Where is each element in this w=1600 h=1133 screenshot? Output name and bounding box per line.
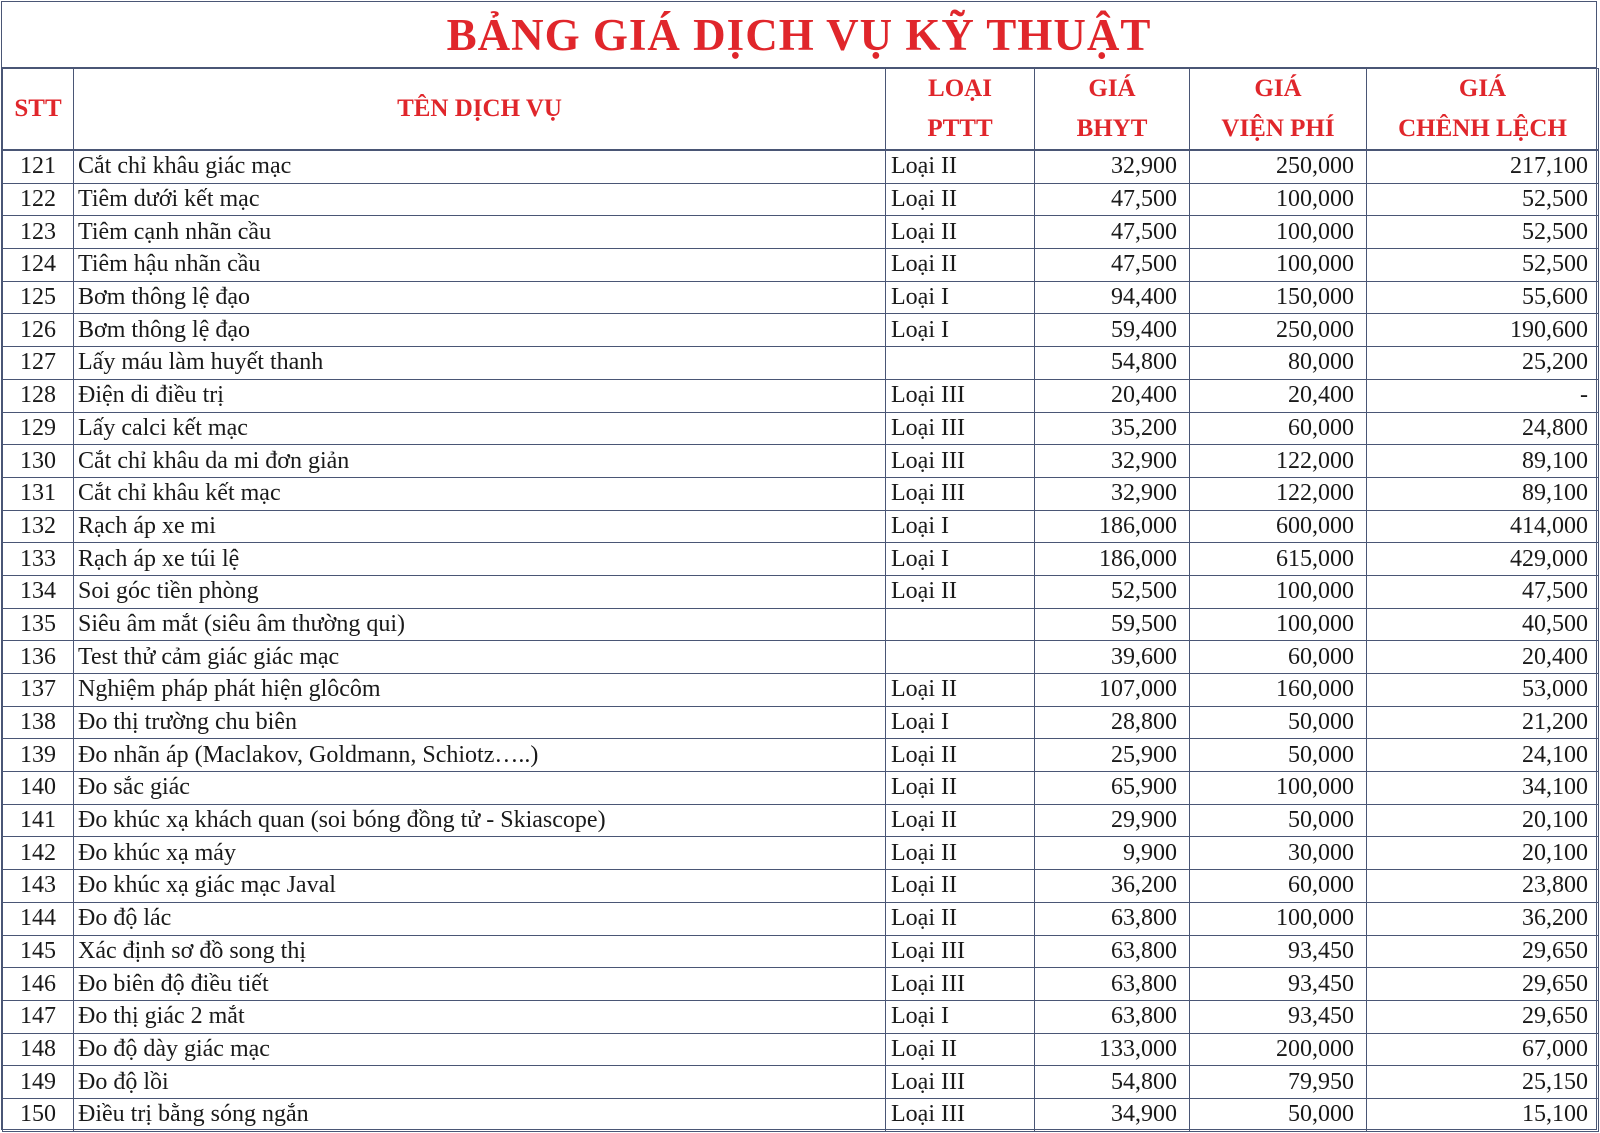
table-row <box>3 412 1599 445</box>
cell-gia-vien-phi: 100,000 <box>1190 902 1367 935</box>
cell-stt: 136 <box>3 641 74 674</box>
cell-gia-vien-phi: 100,000 <box>1190 608 1367 641</box>
cell-gia-bhyt: 29,900 <box>1035 804 1190 837</box>
cell-stt: 150 <box>3 1098 74 1131</box>
cell-loai-pttt: Loại II <box>886 772 1035 805</box>
cell-loai-pttt: Loại II <box>886 870 1035 903</box>
cell-stt: 148 <box>3 1033 74 1066</box>
cell-gia-vien-phi: 79,950 <box>1190 1066 1367 1099</box>
header-bhyt <box>1035 69 1190 151</box>
cell-gia-vien-phi: 30,000 <box>1190 837 1367 870</box>
cell-gia-bhyt: 54,800 <box>1035 347 1190 380</box>
header-loai-line2: PTTT <box>927 115 993 142</box>
cell-gia-bhyt: 47,500 <box>1035 249 1190 282</box>
cell-gia-vien-phi: 80,000 <box>1190 347 1367 380</box>
cell-service-name: Điện di điều trị <box>74 379 886 412</box>
cell-gia-bhyt: 47,500 <box>1035 183 1190 216</box>
cell-loai-pttt: Loại III <box>886 1066 1035 1099</box>
cell-stt: 147 <box>3 1000 74 1033</box>
table-row <box>3 477 1599 510</box>
cell-stt: 121 <box>3 150 74 183</box>
cell-stt: 127 <box>3 347 74 380</box>
cell-service-name: Điều trị bằng sóng ngắn <box>74 1098 886 1131</box>
cell-loai-pttt: Loại II <box>886 804 1035 837</box>
cell-gia-chenh-lech: 414,000 <box>1367 510 1599 543</box>
page-title: BẢNG GIÁ DỊCH VỤ KỸ THUẬT <box>2 2 1596 68</box>
cell-service-name: Cắt chỉ khâu da mi đơn giản <box>74 445 886 478</box>
cell-service-name: Siêu âm mắt (siêu âm thường qui) <box>74 608 886 641</box>
cell-gia-vien-phi: 615,000 <box>1190 543 1367 576</box>
cell-gia-vien-phi: 250,000 <box>1190 150 1367 183</box>
cell-gia-chenh-lech: 20,100 <box>1367 837 1599 870</box>
table-row <box>3 1033 1599 1066</box>
cell-stt: 134 <box>3 575 74 608</box>
cell-gia-chenh-lech: 52,500 <box>1367 183 1599 216</box>
cell-gia-chenh-lech: 20,100 <box>1367 804 1599 837</box>
cell-stt: 142 <box>3 837 74 870</box>
table-row <box>3 1000 1599 1033</box>
cell-gia-vien-phi: 93,450 <box>1190 1000 1367 1033</box>
table-row <box>3 216 1599 249</box>
table-row <box>3 347 1599 380</box>
cell-service-name: Đo khúc xạ máy <box>74 837 886 870</box>
cell-loai-pttt: Loại II <box>886 837 1035 870</box>
cell-gia-chenh-lech: 190,600 <box>1367 314 1599 347</box>
cell-service-name: Đo khúc xạ giác mạc Javal <box>74 870 886 903</box>
cell-gia-chenh-lech: 25,200 <box>1367 347 1599 380</box>
cell-gia-bhyt: 52,500 <box>1035 575 1190 608</box>
cell-gia-vien-phi: 122,000 <box>1190 445 1367 478</box>
cell-gia-chenh-lech: 67,000 <box>1367 1033 1599 1066</box>
cell-loai-pttt: Loại III <box>886 935 1035 968</box>
cell-gia-vien-phi: 50,000 <box>1190 739 1367 772</box>
cell-gia-vien-phi: 122,000 <box>1190 477 1367 510</box>
cell-service-name: Tiêm dưới kết mạc <box>74 183 886 216</box>
cell-gia-vien-phi: 50,000 <box>1190 804 1367 837</box>
cell-stt: 125 <box>3 281 74 314</box>
cell-stt: 139 <box>3 739 74 772</box>
cell-stt: 137 <box>3 674 74 707</box>
cell-loai-pttt: Loại I <box>886 281 1035 314</box>
cell-loai-pttt: Loại III <box>886 445 1035 478</box>
header-vienphi <box>1190 69 1367 151</box>
cell-gia-bhyt: 32,900 <box>1035 150 1190 183</box>
cell-gia-chenh-lech: 29,650 <box>1367 1000 1599 1033</box>
cell-service-name: Lấy máu làm huyết thanh <box>74 347 886 380</box>
cell-stt: 129 <box>3 412 74 445</box>
cell-gia-bhyt: 35,200 <box>1035 412 1190 445</box>
cell-gia-bhyt: 32,900 <box>1035 445 1190 478</box>
table-row <box>3 968 1599 1001</box>
cell-gia-bhyt: 59,400 <box>1035 314 1190 347</box>
table-row <box>3 543 1599 576</box>
table-row <box>3 150 1599 183</box>
cell-gia-vien-phi: 50,000 <box>1190 1098 1367 1131</box>
cell-gia-bhyt: 133,000 <box>1035 1033 1190 1066</box>
header-bhyt-line1: GIÁ <box>1088 75 1136 102</box>
price-sheet <box>1 1 1597 1130</box>
cell-gia-chenh-lech: 34,100 <box>1367 772 1599 805</box>
table-row <box>3 608 1599 641</box>
cell-stt: 122 <box>3 183 74 216</box>
cell-loai-pttt: Loại II <box>886 216 1035 249</box>
table-row <box>3 739 1599 772</box>
cell-stt: 126 <box>3 314 74 347</box>
header-name: TÊN DỊCH VỤ <box>74 69 886 151</box>
table-row <box>3 379 1599 412</box>
cell-gia-chenh-lech: 29,650 <box>1367 968 1599 1001</box>
table-row <box>3 804 1599 837</box>
cell-gia-chenh-lech: 40,500 <box>1367 608 1599 641</box>
cell-stt: 145 <box>3 935 74 968</box>
cell-gia-vien-phi: 60,000 <box>1190 412 1367 445</box>
cell-gia-vien-phi: 60,000 <box>1190 870 1367 903</box>
cell-gia-chenh-lech: - <box>1367 379 1599 412</box>
table-row <box>3 837 1599 870</box>
table-row <box>3 641 1599 674</box>
cell-loai-pttt: Loại I <box>886 314 1035 347</box>
cell-gia-bhyt: 63,800 <box>1035 935 1190 968</box>
cell-gia-chenh-lech: 20,400 <box>1367 641 1599 674</box>
table-row <box>3 935 1599 968</box>
cell-service-name: Cắt chỉ khâu giác mạc <box>74 150 886 183</box>
cell-service-name: Xác định sơ đồ song thị <box>74 935 886 968</box>
cell-service-name: Rạch áp xe túi lệ <box>74 543 886 576</box>
cell-gia-bhyt: 28,800 <box>1035 706 1190 739</box>
cell-loai-pttt <box>886 347 1035 380</box>
cell-gia-vien-phi: 600,000 <box>1190 510 1367 543</box>
cell-service-name: Nghiệm pháp phát hiện glôcôm <box>74 674 886 707</box>
table-row <box>3 314 1599 347</box>
header-stt: STT <box>3 69 74 151</box>
cell-gia-chenh-lech: 53,000 <box>1367 674 1599 707</box>
cell-gia-bhyt: 63,800 <box>1035 902 1190 935</box>
header-row <box>3 69 1599 151</box>
cell-gia-bhyt: 65,900 <box>1035 772 1190 805</box>
header-vienphi-line1: GIÁ <box>1254 75 1302 102</box>
cell-loai-pttt: Loại II <box>886 902 1035 935</box>
cell-service-name: Đo thị trường chu biên <box>74 706 886 739</box>
cell-stt: 141 <box>3 804 74 837</box>
cell-gia-chenh-lech: 89,100 <box>1367 445 1599 478</box>
cell-stt: 144 <box>3 902 74 935</box>
cell-gia-bhyt: 94,400 <box>1035 281 1190 314</box>
cell-loai-pttt: Loại II <box>886 739 1035 772</box>
cell-stt: 138 <box>3 706 74 739</box>
cell-gia-chenh-lech: 217,100 <box>1367 150 1599 183</box>
cell-loai-pttt: Loại II <box>886 1033 1035 1066</box>
header-bhyt-line2: BHYT <box>1076 115 1148 142</box>
cell-gia-vien-phi: 150,000 <box>1190 281 1367 314</box>
cell-gia-chenh-lech: 429,000 <box>1367 543 1599 576</box>
table-row <box>3 772 1599 805</box>
cell-service-name: Đo độ lác <box>74 902 886 935</box>
cell-loai-pttt: Loại III <box>886 379 1035 412</box>
cell-loai-pttt: Loại I <box>886 706 1035 739</box>
table-row <box>3 902 1599 935</box>
table-row <box>3 510 1599 543</box>
cell-gia-chenh-lech: 89,100 <box>1367 477 1599 510</box>
cell-gia-bhyt: 9,900 <box>1035 837 1190 870</box>
cell-service-name: Test thử cảm giác giác mạc <box>74 641 886 674</box>
cell-loai-pttt: Loại III <box>886 1098 1035 1131</box>
cell-gia-vien-phi: 100,000 <box>1190 183 1367 216</box>
table-row <box>3 1098 1599 1131</box>
header-chenhlech-line2: CHÊNH LỆCH <box>1398 115 1567 142</box>
cell-stt: 133 <box>3 543 74 576</box>
cell-loai-pttt: Loại I <box>886 543 1035 576</box>
cell-gia-bhyt: 59,500 <box>1035 608 1190 641</box>
cell-gia-vien-phi: 100,000 <box>1190 772 1367 805</box>
cell-gia-bhyt: 63,800 <box>1035 968 1190 1001</box>
cell-gia-bhyt: 47,500 <box>1035 216 1190 249</box>
cell-service-name: Cắt chỉ khâu kết mạc <box>74 477 886 510</box>
cell-gia-chenh-lech: 21,200 <box>1367 706 1599 739</box>
cell-loai-pttt: Loại II <box>886 575 1035 608</box>
table-row <box>3 1066 1599 1099</box>
cell-stt: 123 <box>3 216 74 249</box>
cell-gia-chenh-lech: 52,500 <box>1367 249 1599 282</box>
table-row <box>3 870 1599 903</box>
cell-service-name: Tiêm cạnh nhãn cầu <box>74 216 886 249</box>
cell-stt: 128 <box>3 379 74 412</box>
cell-service-name: Soi góc tiền phòng <box>74 575 886 608</box>
cell-gia-bhyt: 39,600 <box>1035 641 1190 674</box>
cell-stt: 130 <box>3 445 74 478</box>
cell-gia-chenh-lech: 23,800 <box>1367 870 1599 903</box>
price-table <box>2 68 1599 1132</box>
cell-gia-vien-phi: 200,000 <box>1190 1033 1367 1066</box>
cell-service-name: Đo thị giác 2 mắt <box>74 1000 886 1033</box>
cell-loai-pttt <box>886 641 1035 674</box>
cell-gia-vien-phi: 20,400 <box>1190 379 1367 412</box>
table-row <box>3 249 1599 282</box>
cell-service-name: Tiêm hậu nhãn cầu <box>74 249 886 282</box>
cell-gia-chenh-lech: 15,100 <box>1367 1098 1599 1131</box>
table-row <box>3 445 1599 478</box>
header-chenhlech-line1: GIÁ <box>1458 75 1507 102</box>
table-row <box>3 674 1599 707</box>
cell-loai-pttt: Loại I <box>886 1000 1035 1033</box>
cell-gia-bhyt: 34,900 <box>1035 1098 1190 1131</box>
cell-gia-bhyt: 54,800 <box>1035 1066 1190 1099</box>
cell-service-name: Đo sắc giác <box>74 772 886 805</box>
cell-loai-pttt: Loại I <box>886 510 1035 543</box>
cell-gia-vien-phi: 250,000 <box>1190 314 1367 347</box>
cell-stt: 135 <box>3 608 74 641</box>
cell-gia-vien-phi: 100,000 <box>1190 575 1367 608</box>
cell-gia-chenh-lech: 24,800 <box>1367 412 1599 445</box>
cell-service-name: Đo độ dày giác mạc <box>74 1033 886 1066</box>
cell-service-name: Đo khúc xạ khách quan (soi bóng đồng tử - Skiascope) <box>74 804 886 837</box>
cell-loai-pttt: Loại III <box>886 968 1035 1001</box>
cell-service-name: Bơm thông lệ đạo <box>74 314 886 347</box>
cell-service-name: Đo nhãn áp (Maclakov, Goldmann, Schiotz…..) <box>74 739 886 772</box>
cell-loai-pttt: Loại III <box>886 477 1035 510</box>
cell-gia-chenh-lech: 55,600 <box>1367 281 1599 314</box>
table-row <box>3 183 1599 216</box>
cell-gia-chenh-lech: 24,100 <box>1367 739 1599 772</box>
cell-gia-bhyt: 32,900 <box>1035 477 1190 510</box>
header-loai <box>886 69 1035 151</box>
cell-service-name: Lấy calci kết mạc <box>74 412 886 445</box>
cell-service-name: Rạch áp xe mi <box>74 510 886 543</box>
cell-gia-bhyt: 107,000 <box>1035 674 1190 707</box>
cell-gia-chenh-lech: 36,200 <box>1367 902 1599 935</box>
table-row <box>3 281 1599 314</box>
cell-gia-chenh-lech: 25,150 <box>1367 1066 1599 1099</box>
cell-stt: 140 <box>3 772 74 805</box>
cell-stt: 146 <box>3 968 74 1001</box>
cell-stt: 132 <box>3 510 74 543</box>
cell-gia-chenh-lech: 29,650 <box>1367 935 1599 968</box>
cell-gia-vien-phi: 50,000 <box>1190 706 1367 739</box>
cell-gia-vien-phi: 93,450 <box>1190 935 1367 968</box>
cell-loai-pttt: Loại II <box>886 674 1035 707</box>
cell-service-name: Đo độ lồi <box>74 1066 886 1099</box>
cell-gia-bhyt: 63,800 <box>1035 1000 1190 1033</box>
cell-gia-bhyt: 20,400 <box>1035 379 1190 412</box>
cell-loai-pttt: Loại II <box>886 183 1035 216</box>
cell-gia-bhyt: 25,900 <box>1035 739 1190 772</box>
cell-stt: 124 <box>3 249 74 282</box>
cell-gia-bhyt: 186,000 <box>1035 510 1190 543</box>
cell-gia-bhyt: 36,200 <box>1035 870 1190 903</box>
cell-gia-vien-phi: 160,000 <box>1190 674 1367 707</box>
cell-gia-vien-phi: 93,450 <box>1190 968 1367 1001</box>
cell-loai-pttt: Loại III <box>886 412 1035 445</box>
cell-stt: 143 <box>3 870 74 903</box>
header-chenhlech <box>1367 69 1599 151</box>
cell-stt: 131 <box>3 477 74 510</box>
cell-gia-vien-phi: 100,000 <box>1190 249 1367 282</box>
cell-gia-bhyt: 186,000 <box>1035 543 1190 576</box>
cell-loai-pttt <box>886 608 1035 641</box>
cell-gia-chenh-lech: 47,500 <box>1367 575 1599 608</box>
header-loai-line1: LOẠI <box>928 75 992 102</box>
cell-gia-vien-phi: 60,000 <box>1190 641 1367 674</box>
header-vienphi-line2: VIỆN PHÍ <box>1221 115 1335 142</box>
cell-stt: 149 <box>3 1066 74 1099</box>
table-row <box>3 706 1599 739</box>
table-row <box>3 575 1599 608</box>
cell-gia-vien-phi: 100,000 <box>1190 216 1367 249</box>
cell-service-name: Bơm thông lệ đạo <box>74 281 886 314</box>
cell-loai-pttt: Loại II <box>886 150 1035 183</box>
cell-gia-chenh-lech: 52,500 <box>1367 216 1599 249</box>
cell-service-name: Đo biên độ điều tiết <box>74 968 886 1001</box>
cell-loai-pttt: Loại II <box>886 249 1035 282</box>
